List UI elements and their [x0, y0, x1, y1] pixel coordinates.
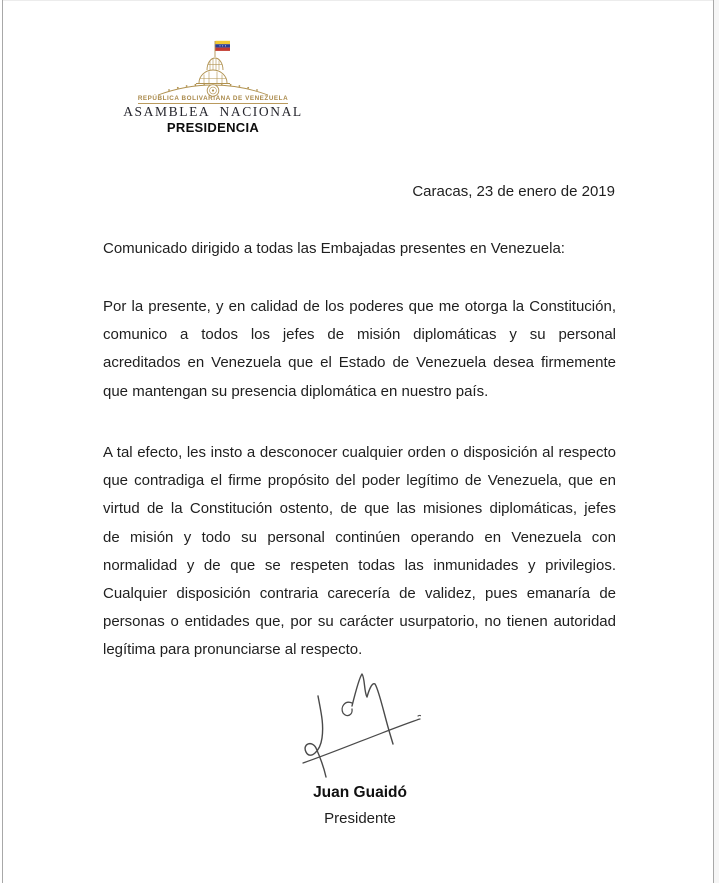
- signer-title: Presidente: [324, 810, 396, 827]
- paragraph-2-line: virtud de la Constitución ostento, de que las misiones diplomáticas, jefes: [103, 500, 616, 518]
- salutation: Comunicado dirigido a todas las Embajadas presentes en Venezuela:: [103, 240, 565, 257]
- handwritten-signature-icon: [290, 663, 435, 788]
- page-left-border: [2, 0, 3, 883]
- paragraph-1-line: que mantengan su presencia diplomática en nuestro país.: [103, 382, 489, 400]
- paragraph-1-line: Por la presente, y en calidad de los poderes que me otorga la Constitución,: [103, 298, 616, 315]
- capitol-dome-emblem-icon: [138, 39, 288, 98]
- paragraph-2-line: A tal efecto, les insto a desconocer cualquier orden o disposición al respecto: [103, 444, 616, 461]
- page-right-gutter: [714, 0, 719, 883]
- dateline: Caracas, 23 de enero de 2019: [412, 183, 615, 200]
- paragraph-2-line: de misión y todo su personal continúen operando en Venezuela con: [103, 528, 616, 546]
- paragraph-1: [103, 293, 616, 406]
- office-title: PRESIDENCIA: [166, 120, 260, 135]
- venezuela-flag-icon: [215, 41, 230, 51]
- paragraph-2: [103, 439, 616, 665]
- paragraph-1-line: acreditados en Venezuela que el Estado de Venezuela desea firmemente: [103, 354, 616, 372]
- assembly-name: ASAMBLEA NACIONAL: [123, 104, 303, 119]
- paragraph-1-line: comunico a todos los jefes de misión diplomáticas y su personal: [103, 326, 616, 344]
- paragraph-2-line: legítima para pronunciarse al respecto.: [103, 641, 363, 659]
- paragraph-2-line: Cualquier disposición contraria carecería de validez, pues emanaría de: [103, 585, 616, 603]
- signer-name: Juan Guaidó: [313, 784, 407, 801]
- letterhead: [110, 0, 316, 145]
- paragraph-2-line: normalidad y de que se respeten todas las inmunidades y privilegios.: [103, 556, 616, 574]
- republic-name: REPÚBLICA BOLIVARIANA DE VENEZUELA: [137, 95, 289, 102]
- paragraph-2-line: que contradiga el firme propósito del poder legítimo de Venezuela, que en: [103, 472, 616, 490]
- paragraph-2-line: personas o entidades que, por su carácter usurpatorio, no tienen autoridad: [103, 613, 616, 631]
